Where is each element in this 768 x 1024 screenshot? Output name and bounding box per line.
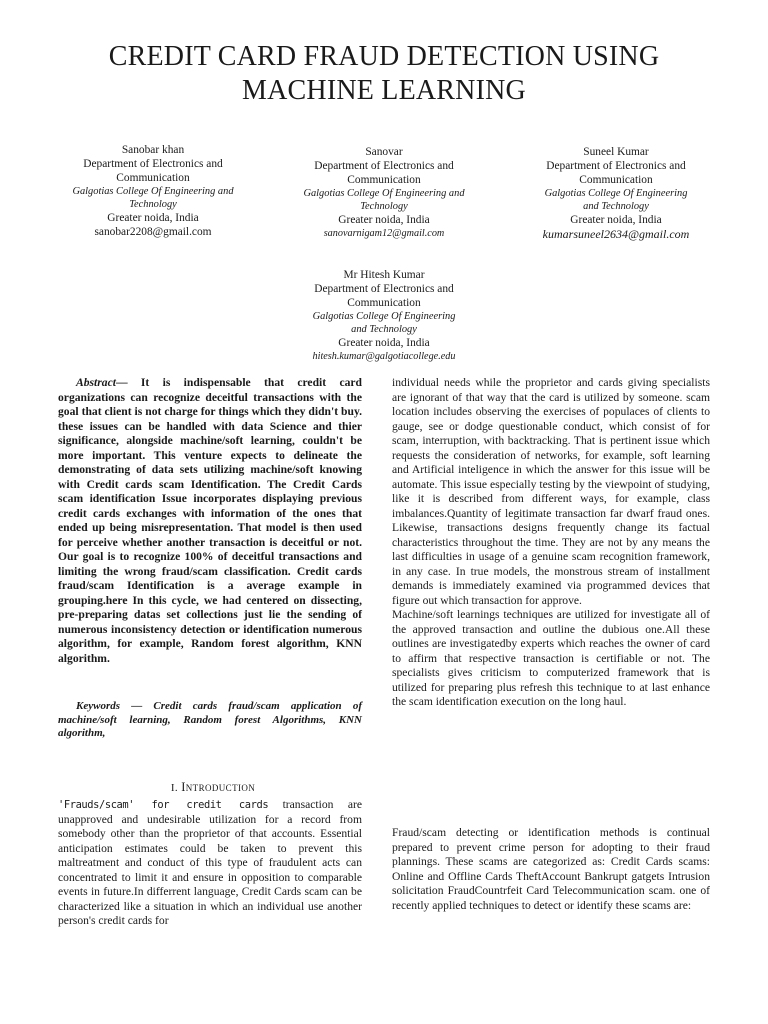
author-location: Greater noida, India [570, 214, 662, 226]
author-location: Greater noida, India [338, 337, 430, 349]
author-department: Communication [579, 174, 653, 186]
keywords-label: Keywords [76, 700, 120, 712]
author-email[interactable]: sanobar2208@gmail.com [94, 226, 212, 238]
author-email[interactable]: hitesh.kumar@galgotiacollege.edu [312, 351, 456, 362]
author-college: Technology [129, 199, 177, 210]
body-paragraph: Fraud/scam detecting or identification methods is continual prepared to prevent crime person for adopting to their fraud plannings. These scams are categorized as: Credit Cards scams: Online and Offline Cards TheftAccount Bankrupt gatgets Intrusion solicitation FraudCountrfeit Card Telecommunication scam. one of recently applied techniques to detect or identify these scams are: [392, 826, 710, 912]
author-email[interactable]: sanovarnigam12@gmail.com [323, 228, 445, 239]
section-rest: NTRODUCTION [185, 783, 256, 793]
author-college: and Technology [583, 201, 649, 212]
abstract-dash: — [115, 376, 141, 389]
section-heading-introduction [58, 780, 368, 795]
author-block-3 [520, 145, 712, 241]
abstract-text: It is indispensable that credit card organizations can recognize deceitful transactions with the goal that client is not charge for things which they didn't buy. these issues can be handled with data Science and thier significance, alongside machine/soft learning, couldn't be more important. This venture expects to delineate the demonstrating of data sets utilizing machine/soft knowing with Credit cards scam Identification. The Credit Cards scam identification Issue incorporates displaying previous credit cards exchanges with information of the ones that ended up being misrepresentation. That model is then used for perceive whether another transaction is deceitful or not. Our goal is to recognize 100% of deceitful transactions and limiting the wrong fraud/scam classification. Credit cards fraud/scam Identification is a average example in grouping.here In this cycle, we had centered on dissecting, pre-preparing datas set collections just lie the sending of numerous inconsistency detection or identification numerous algorithm, for example, Random forest algorithm, KNN algorithm. [58, 376, 362, 665]
author-name: Mr Hitesh Kumar [343, 269, 425, 281]
author-college: Galgotias College Of Engineering [544, 188, 688, 199]
section-initial: I [181, 780, 186, 794]
author-name: Sanobar khan [121, 144, 185, 156]
paper-title-line-1: CREDIT CARD FRAUD DETECTION USING [108, 41, 660, 72]
intro-lead: 'Frauds/scam' for credit cards [58, 799, 269, 811]
author-block-1 [58, 143, 248, 239]
author-department: Department of Electronics and [314, 160, 454, 172]
right-column-top [392, 376, 710, 710]
author-name: Suneel Kumar [583, 146, 649, 158]
author-location: Greater noida, India [338, 214, 430, 226]
keywords [58, 700, 362, 741]
paper-title-line-2: MACHINE LEARNING [242, 75, 526, 106]
author-college: and Technology [351, 324, 417, 335]
author-college: Galgotias College Of Engineering [312, 311, 456, 322]
author-college: Technology [360, 201, 408, 212]
keywords-text: — Credit cards fraud/scam application of machine/soft learning, Random forest Algorithms, KNN algorithm, [58, 700, 362, 740]
abstract [58, 376, 362, 666]
author-location: Greater noida, India [107, 212, 199, 224]
author-college: Galgotias College Of Engineering and [303, 188, 465, 199]
author-department: Communication [347, 174, 421, 186]
author-email[interactable]: kumarsuneel2634@gmail.com [542, 227, 690, 241]
author-department: Department of Electronics and [83, 158, 223, 170]
body-paragraph: individual needs while the proprietor and cards giving specialists are ignorant of that way that the card is utilized by someone. scam location includes observing the exercises of populaces of clients to gauge, see or dodge questionable conduct, which consist of for scam, interruption, with backtracking. That is pertinent issue which requests the consideration of networks, for example, soft learning and Artificial inteligence in which the answer for this issue will be automate. This issue especially testing by the viewpoint of studying, like it is described from different ways, for example, class imbalances.Quantity of legitimate transaction far dwarf fraud ones. Likewise, transactions designs frequently change its factual characteristics throughout the time. They are not by any means the last difficulties in usage of a genuine scam recognition framework, in any case. In true models, the monstrous stream of installment demands is immediately examined via programmed devices that figure out which transaction for approve. [392, 376, 710, 607]
author-block-4 [290, 268, 478, 364]
author-department: Communication [347, 297, 421, 309]
author-block-2 [288, 145, 480, 241]
author-department: Department of Electronics and [546, 160, 686, 172]
introduction-paragraph [58, 798, 362, 929]
section-number: I. [170, 782, 182, 794]
author-department: Communication [116, 172, 190, 184]
author-name: Sanovar [365, 146, 403, 158]
author-college: Galgotias College Of Engineering and [72, 186, 234, 197]
paper-title [40, 40, 728, 108]
author-department: Department of Electronics and [314, 283, 454, 295]
body-paragraph: Machine/soft learnings techniques are utilized for investigate all of the approved transaction and outline the dubious one.All these outlines are investigatedby experts which reaches the owner of card to affirm that respective transaction is certifiable or not. The specialists gives criticism to computerized framework that is utilized for preparing plus refresh this technique to at last enhance the scam identification execution on the long haul. [392, 608, 710, 708]
intro-text: transaction are unapproved and undesirable utilization for a record from somebody other than the proprietor of that accounts. Essential anticipation estimates could be taken to prevent this maltreatment and conduct of this type of fraudulent acts can concentrated to limit it and ensure in opposition to comparable events in future.In differrent language, Credit Cards scam can be characterized like a situation in which an individual use another person's credit cards for [58, 798, 362, 927]
right-column-bottom [392, 826, 710, 913]
abstract-label: Abstract [76, 376, 116, 389]
